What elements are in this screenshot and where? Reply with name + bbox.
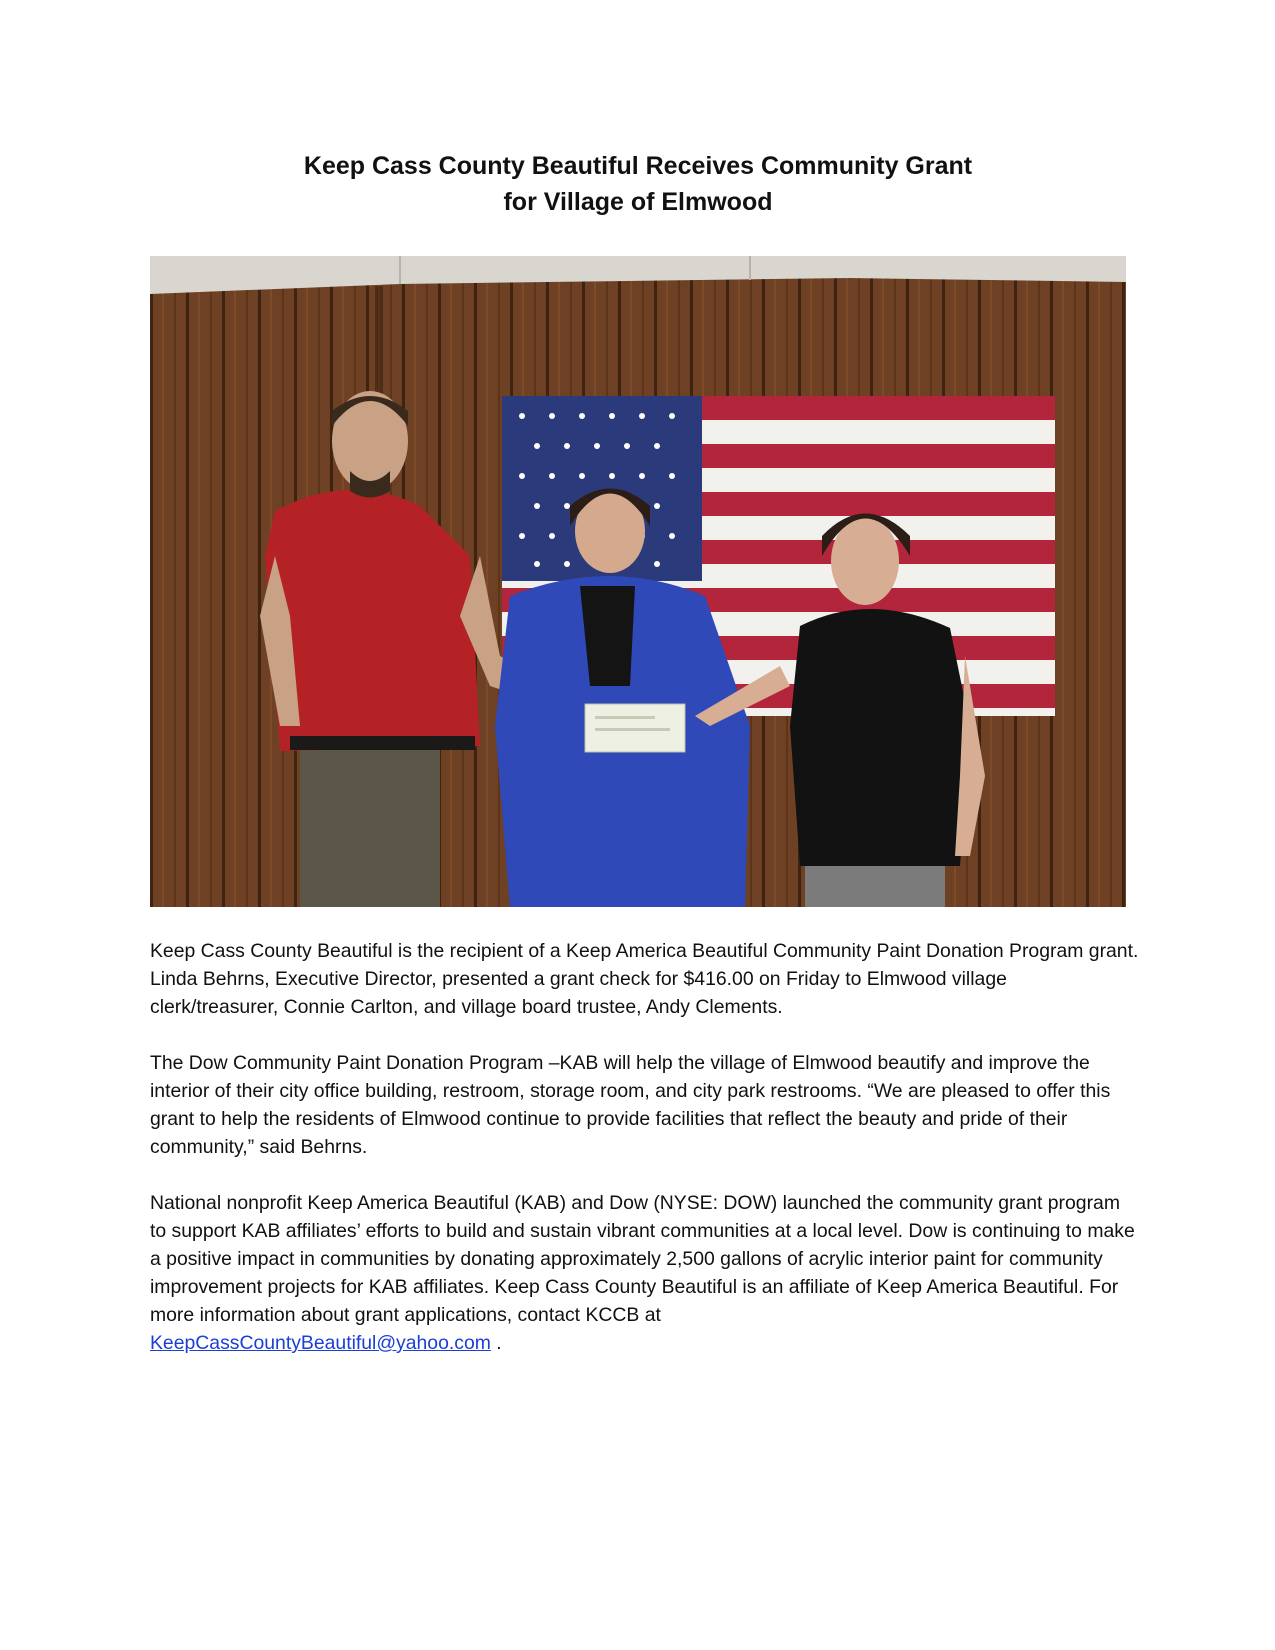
title-line-2: for Village of Elmwood <box>503 188 773 216</box>
email-link[interactable]: KeepCassCountyBeautiful@yahoo.com <box>150 1332 491 1354</box>
trailing-period: . <box>490 1332 502 1354</box>
paragraph-3 <box>150 1189 1140 1357</box>
paragraph-2: The Dow Community Paint Donation Program –KAB will help the village of Elmwood beautify and improve the interior of their city office building, restroom, storage room, and city park restrooms. “We are pleased to offer this grant to help the residents of Elmwood continue to provide facilities that reflect the beauty and pride of their community,” said Behrns. <box>150 1052 1111 1158</box>
paragraph-3-text: National nonprofit Keep America Beautiful (KAB) and Dow (NYSE: DOW) launched the community grant program to support KAB affiliates’ efforts to build and sustain vibrant communities at a local level. Dow is continuing to make a positive impact in communities by donating approximately 2,500 gallons of acrylic interior paint for community improvement projects for KAB affiliates. Keep Cass County Beautiful is an affiliate of Keep America Beautiful. For more information about grant applications, contact KCCB at <box>150 1192 1135 1326</box>
grant-check-image <box>585 704 685 752</box>
article-title <box>150 148 1126 220</box>
grant-presentation-photo <box>150 256 1126 907</box>
title-line-1: Keep Cass County Beautiful Receives Community Grant <box>303 152 973 180</box>
paragraph-1: Keep Cass County Beautiful is the recipient of a Keep America Beautiful Community Paint Donation Program grant. Linda Behrns, Executive Director, presented a grant check for $416.00 on Friday to Elmwood village clerk/treasurer, Connie Carlton, and village board trustee, Andy Clements. <box>150 940 1139 1018</box>
article-body <box>150 937 1140 1385</box>
